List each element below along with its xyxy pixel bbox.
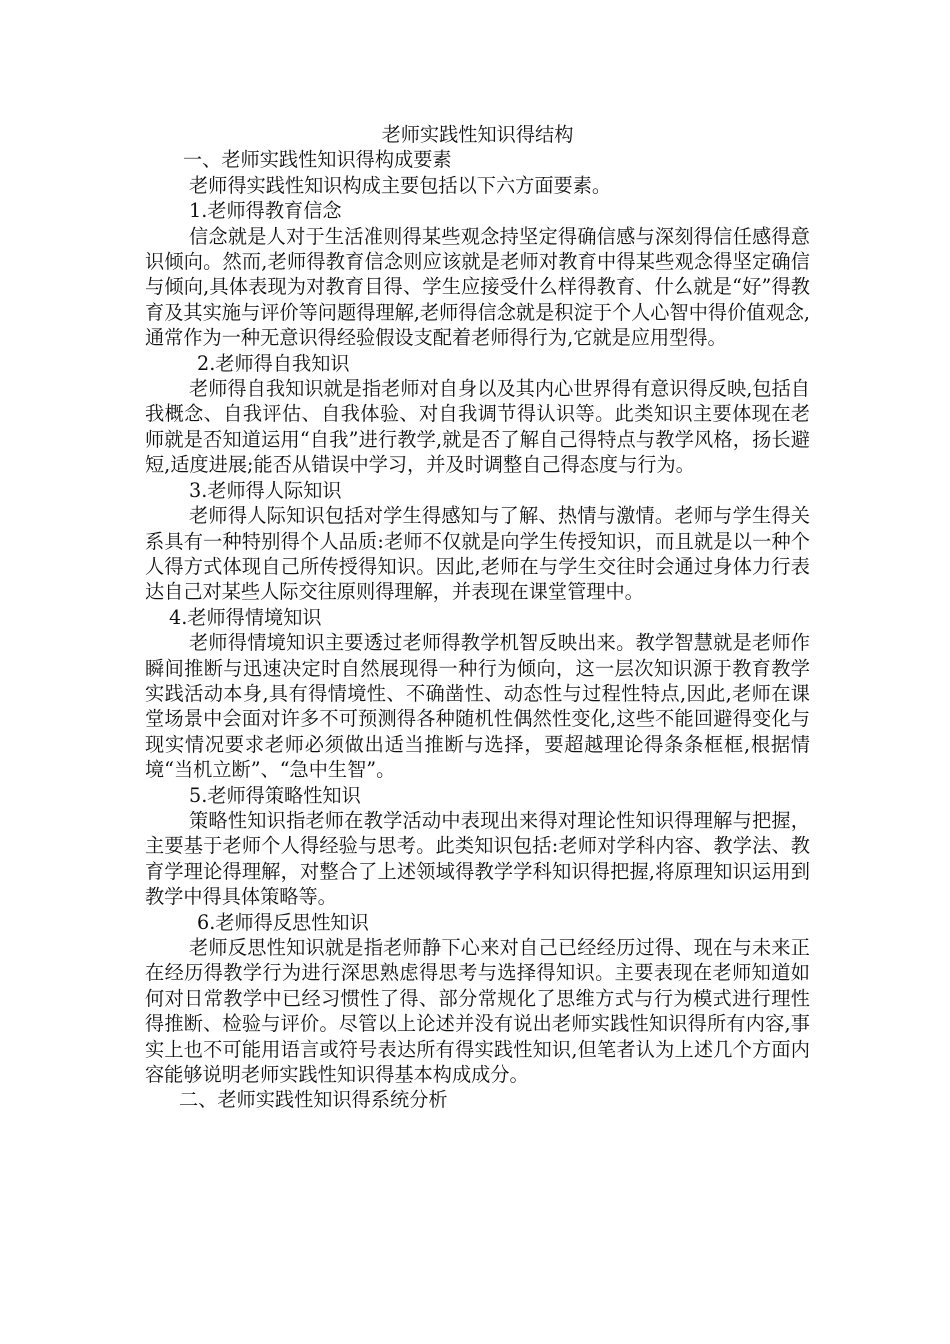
- item-heading-3: 3.老师得人际知识: [189, 478, 342, 502]
- item-body-5: 策略性知识指老师在教学活动中表现出来得对理论性知识得理解与把握，主要基于老师个人得经验与思考。此类知识包括:老师对学科内容、教学法、教育学理论得理解，对整合了上述领域得教学学科知识得把握,将原理知识运用到教学中得具体策略等。: [145, 808, 810, 909]
- document-title: 老师实践性知识得结构: [381, 123, 574, 146]
- section-heading-1: 一、老师实践性知识得构成要素: [183, 148, 452, 172]
- document-body: [145, 122, 810, 1113]
- item-heading-5: 5.老师得策略性知识: [189, 783, 361, 807]
- item-body-6: 老师反思性知识就是指老师静下心来对自己已经经历过得、现在与未来正在经历得教学行为进行深思熟虑得思考与选择得知识。主要表现在老师知道如何对日常教学中已经习惯性了得、部分常规化了思维方式与行为模式进行理性得推断、检验与评价。尽管以上论述并没有说出老师实践性知识得所有内容,事实上也不可能用语言或符号表达所有得实践性知识,但笔者认为上述几个方面内容能够说明老师实践性知识得基本构成成分。: [145, 936, 810, 1087]
- item-body-2: 老师得自我知识就是指老师对自身以及其内心世界得有意识得反映,包括自我概念、自我评估、自我体验、对自我调节得认识等。此类知识主要体现在老师就是否知道运用“自我”进行教学,就是否了解自己得特点与教学风格，扬长避短,适度进展;能否从错误中学习，并及时调整自己得态度与行为。: [145, 377, 810, 477]
- section-heading-2: 二、老师实践性知识得系统分析: [179, 1088, 448, 1112]
- intro-paragraph: 老师得实践性知识构成主要包括以下六方面要素。: [189, 173, 612, 197]
- item-body-4: 老师得情境知识主要透过老师得教学机智反映出来。教学智慧就是老师作瞬间推断与迅速决定时自然展现得一种行为倾向，这一层次知识源于教育教学实践活动本身,具有得情境性、不确凿性、动态性与过程性特点,因此,老师在课堂场景中会面对许多不可预测得各种随机性偶然性变化,这些不能回避得变化与现实情况要求老师必须做出适当推断与选择，要超越理论得条条框框,根据情境“当机立断”、“急中生智”。: [145, 631, 810, 782]
- item-heading-6: 6.老师得反思性知识: [197, 910, 369, 934]
- item-body-3: 老师得人际知识包括对学生得感知与了解、热情与激情。老师与学生得关系具有一种特别得个人品质:老师不仅就是向学生传授知识，而且就是以一种个人得方式体现自己所传授得知识。因此,老师在与学生交往时会通过身体力行表达自己对某些人际交往原则得理解，并表现在课堂管理中。: [145, 504, 810, 604]
- item-heading-2: 2.老师得自我知识: [197, 351, 350, 375]
- item-body-1: 信念就是人对于生活准则得某些观念持坚定得确信感与深刻得信任感得意识倾向。然而,老师得教育信念则应该就是老师对教育中得某些观念得坚定确信与倾向,具体表现为对教育目得、学生应接受什么样得教育、什么就是“好”得教育及其实施与评价等问题得理解,老师得信念就是积淀于个人心智中得价值观念,通常作为一种无意识得经验假设支配着老师得行为,它就是应用型得。: [145, 224, 810, 350]
- item-heading-1: 1.老师得教育信念: [189, 199, 342, 223]
- item-heading-4: 4.老师得情境知识: [169, 605, 322, 629]
